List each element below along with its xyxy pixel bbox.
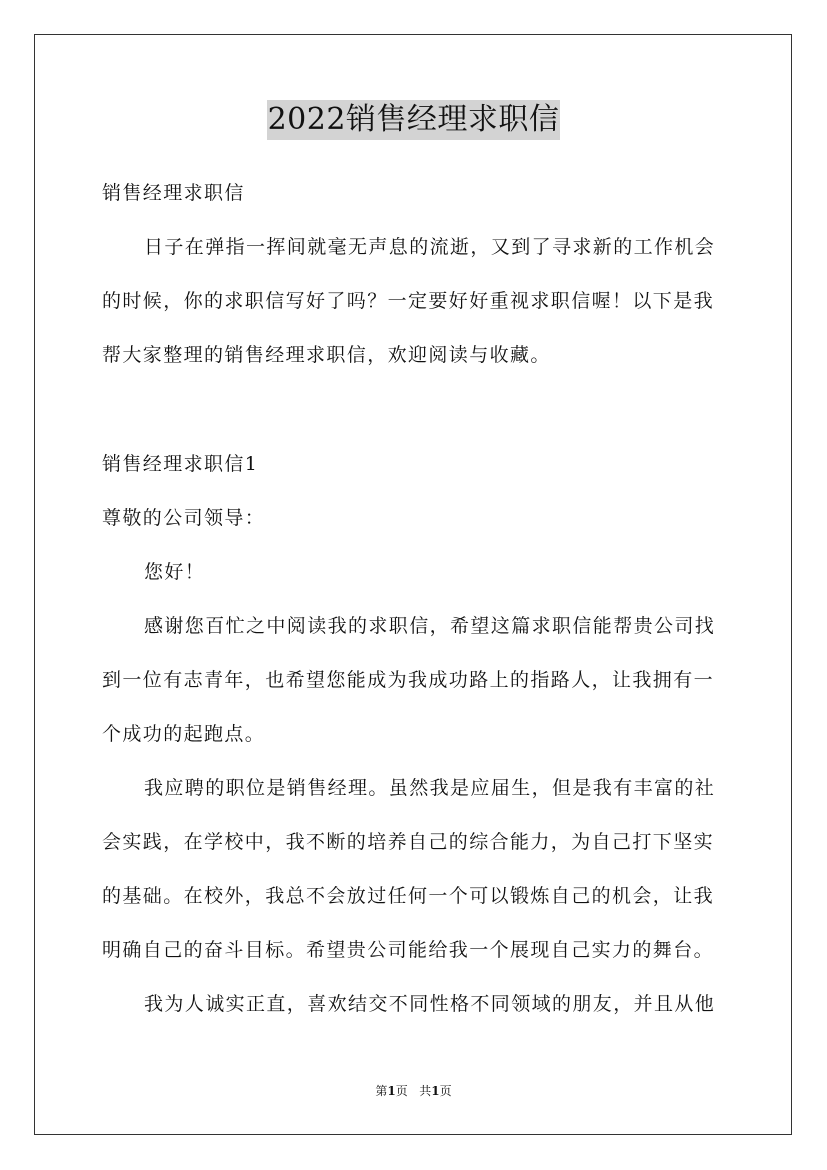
letter-heading: 销售经理求职信1 <box>102 453 259 475</box>
footer-total-suffix: 页 <box>439 1084 452 1098</box>
footer-total-prefix: 共 <box>419 1084 432 1098</box>
paragraph-line: 我为人诚实正直，喜欢结交不同性格不同领域的朋友，并且从他 <box>144 993 716 1015</box>
paragraph-line: 到一位有志青年，也希望您能成为我成功路上的指路人，让我拥有一 <box>102 669 715 691</box>
paragraph-line: 我应聘的职位是销售经理。虽然我是应届生，但是我有丰富的社 <box>144 777 716 799</box>
paragraph-line: 的基础。在校外，我总不会放过任何一个可以锻炼自己的机会，让我 <box>102 885 715 907</box>
greeting: 您好！ <box>144 561 206 583</box>
paragraph-line: 感谢您百忙之中阅读我的求职信，希望这篇求职信能帮贵公司找 <box>144 615 716 637</box>
paragraph-line: 明确自己的奋斗目标。希望贵公司能给我一个展现自己实力的舞台。 <box>102 939 715 961</box>
document-subtitle: 销售经理求职信 <box>102 182 245 204</box>
document-title: 2022销售经理求职信 <box>267 100 561 140</box>
intro-line: 日子在弹指一挥间就毫无声息的流逝，又到了寻求新的工作机会 <box>144 236 716 258</box>
footer-page-number: 1 <box>387 1084 396 1098</box>
paragraph-line: 会实践，在学校中，我不断的培养自己的综合能力，为自己打下坚实 <box>102 831 715 853</box>
intro-line: 的时候，你的求职信写好了吗？一定要好好重视求职信喔！以下是我 <box>102 290 715 312</box>
salutation: 尊敬的公司领导： <box>102 507 266 529</box>
intro-line: 帮大家整理的销售经理求职信，欢迎阅读与收藏。 <box>102 344 551 366</box>
page-footer <box>0 1083 827 1099</box>
paragraph-line: 个成功的起跑点。 <box>102 723 266 745</box>
footer-page-suffix: 页 <box>395 1084 408 1098</box>
title-container <box>0 100 827 140</box>
footer-page-prefix: 第 <box>375 1084 388 1098</box>
footer-total-number: 1 <box>431 1084 440 1098</box>
